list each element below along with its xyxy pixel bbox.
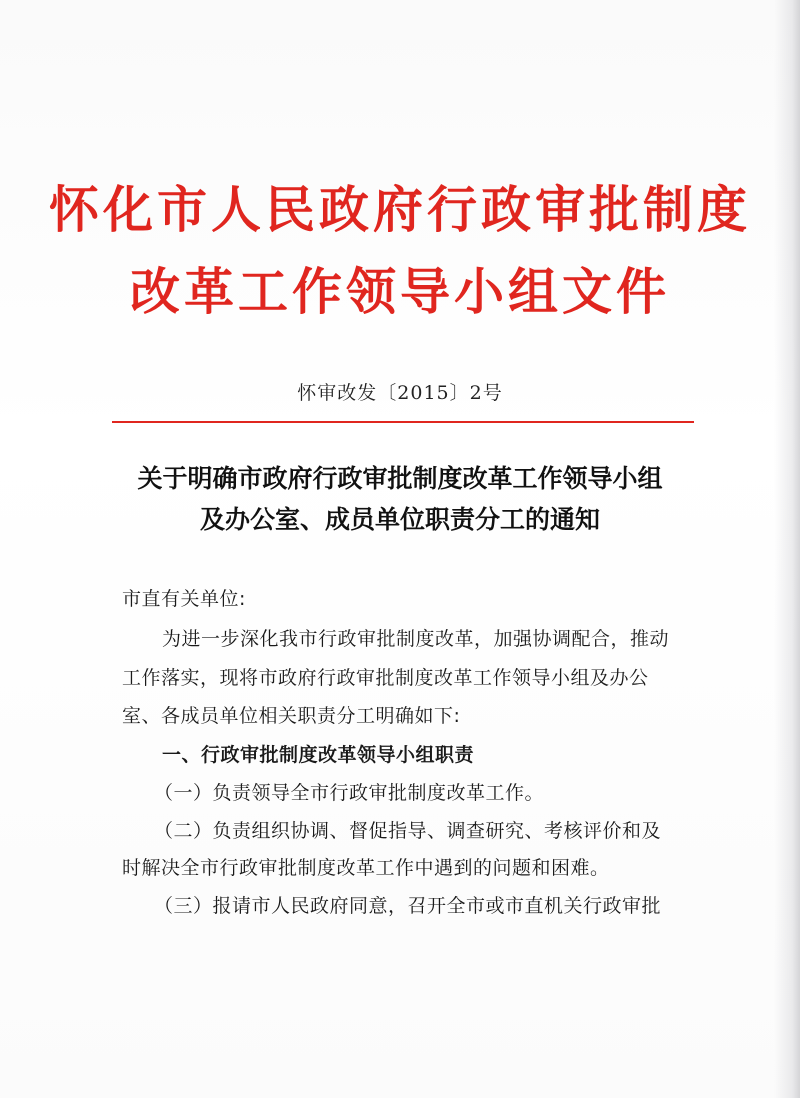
body-line-8: （三）报请市人民政府同意，召开全市或市直机关行政审批 <box>154 895 662 917</box>
body-line-5: （一）负责领导全市行政审批制度改革工作。 <box>154 782 545 804</box>
addressee: 市直有关单位: <box>122 588 246 610</box>
header-title-line2: 改革工作领导小组文件 <box>130 262 670 321</box>
body-line-7: 时解决全市行政审批制度改革工作中遇到的问题和困难。 <box>122 857 610 879</box>
header-title-line1: 怀化市人民政府行政审批制度 <box>49 180 751 239</box>
document-number: 怀审改发〔2015〕2号 <box>297 382 503 404</box>
notice-title-line1: 关于明确市政府行政审批制度改革工作领导小组 <box>137 464 663 493</box>
body-line-1: 为进一步深化我市行政审批制度改革，加强协调配合，推动 <box>162 628 670 650</box>
section-heading-1: 一、行政审批制度改革领导小组职责 <box>162 744 475 766</box>
red-divider-line <box>112 421 694 423</box>
body-line-6: （二）负责组织协调、督促指导、调查研究、考核评价和及 <box>154 820 662 842</box>
body-line-3: 室、各成员单位相关职责分工明确如下: <box>122 705 461 727</box>
notice-title-line2: 及办公室、成员单位职责分工的通知 <box>199 505 600 534</box>
page-edge-shadow <box>774 0 800 1098</box>
body-line-2: 工作落实，现将市政府行政审批制度改革工作领导小组及办公 <box>122 667 649 689</box>
